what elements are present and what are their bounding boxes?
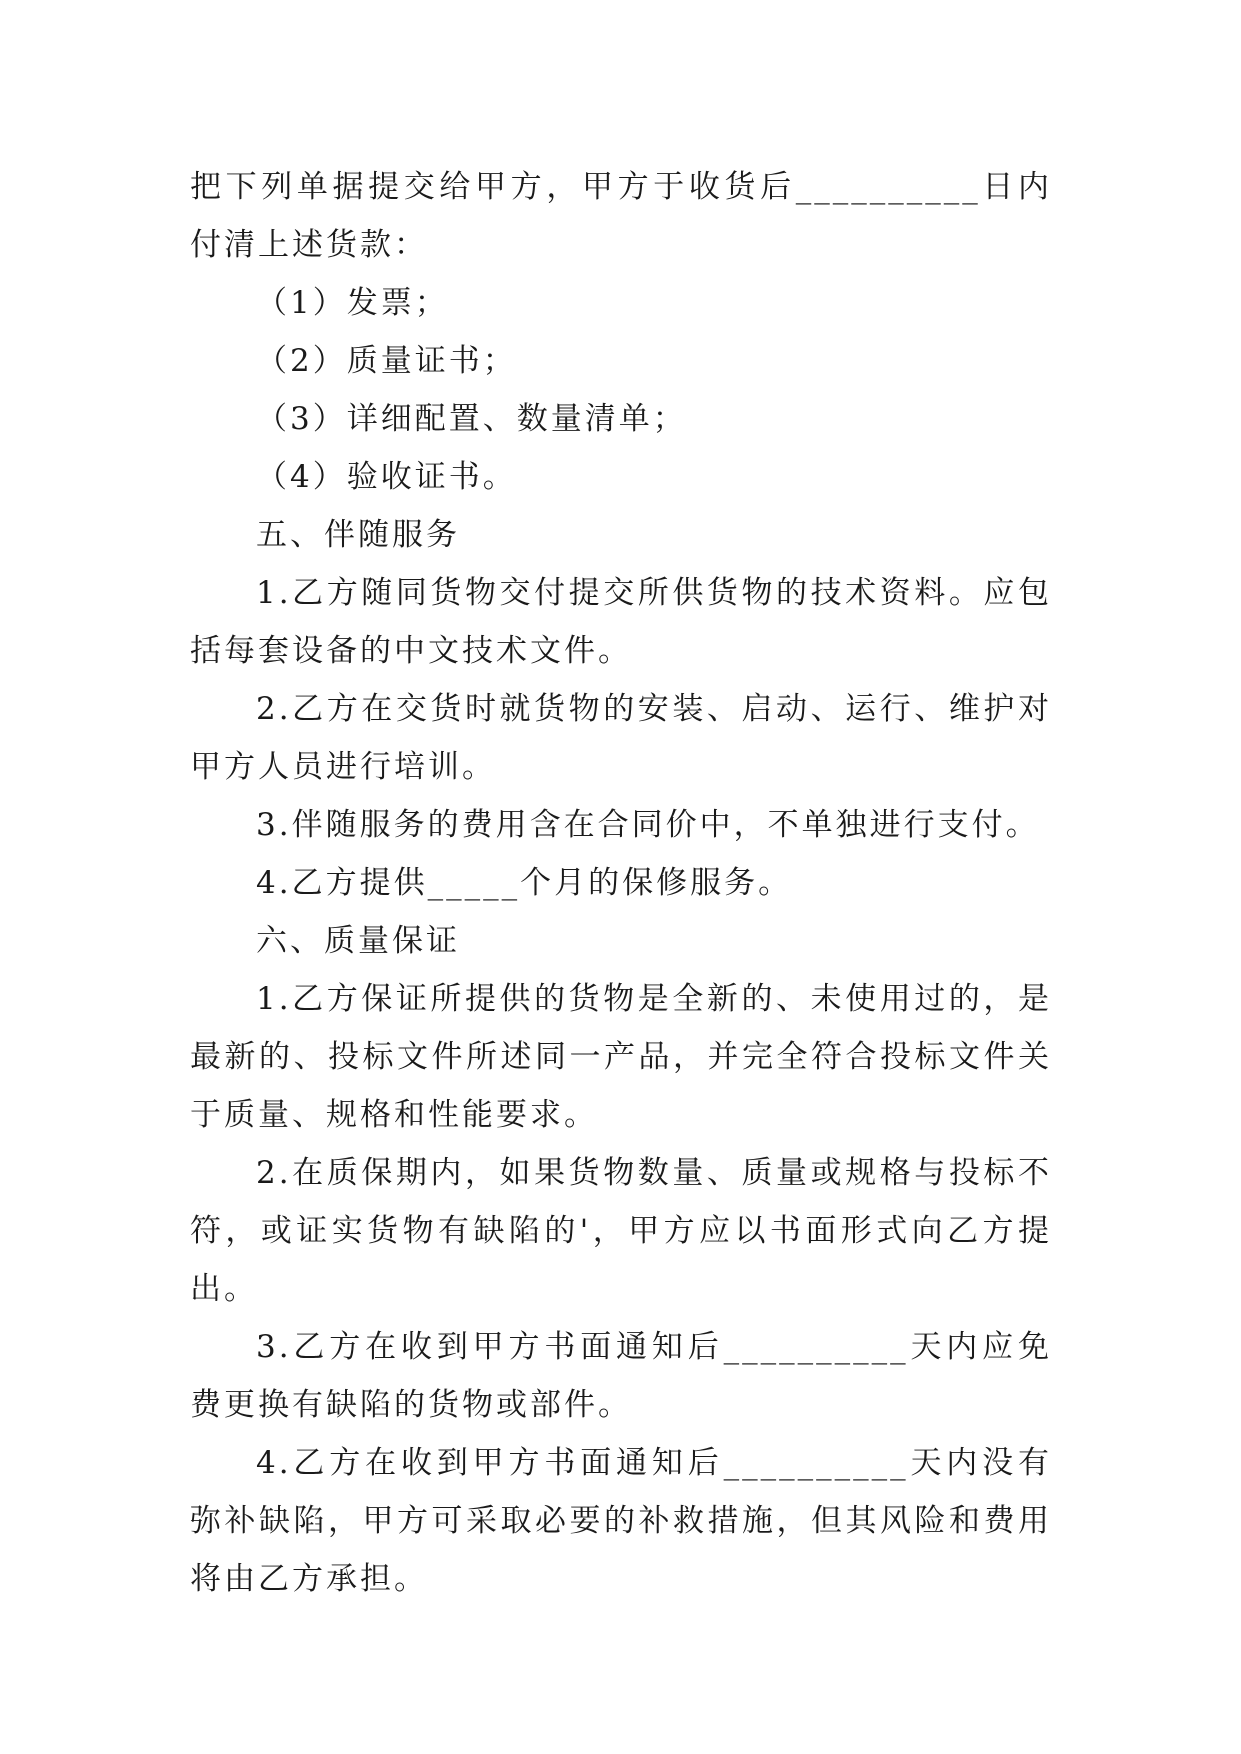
list-item-invoice: （1）发票；: [256, 285, 449, 321]
paragraph-quality-2: 2.在质保期内，如果货物数量、质量或规格与投标不符，或证实货物有缺陷的'，甲方应以书面形式向乙方提出。: [190, 1155, 1052, 1307]
paragraph-service-1: 1.乙方随同货物交付提交所供货物的技术资料。应包括每套设备的中文技术文件。: [190, 575, 1052, 669]
document-body: [190, 158, 1052, 1608]
paragraph-service-4: 4.乙方提供_____个月的保修服务。: [256, 865, 793, 901]
list-item-acceptance-certificate: （4）验收证书。: [256, 459, 517, 495]
paragraph-service-2: 2.乙方在交货时就货物的安装、启动、运行、维护对甲方人员进行培训。: [190, 691, 1052, 785]
list-item-configuration-list: （3）详细配置、数量清单；: [256, 401, 687, 437]
paragraph-payment-documents: 把下列单据提交给甲方，甲方于收货后__________日内付清上述货款：: [190, 169, 1052, 263]
list-item-quality-certificate: （2）质量证书；: [256, 343, 517, 379]
paragraph-quality-1: 1.乙方保证所提供的货物是全新的、未使用过的，是最新的、投标文件所述同一产品，并完全符合投标文件关于质量、规格和性能要求。: [190, 981, 1052, 1133]
paragraph-quality-4: 4.乙方在收到甲方书面通知后__________天内没有弥补缺陷，甲方可采取必要的补救措施，但其风险和费用将由乙方承担。: [190, 1445, 1052, 1597]
paragraph-service-3: 3.伴随服务的费用含在合同价中，不单独进行支付。: [256, 807, 1040, 843]
section-heading-quality-guarantee: 六、质量保证: [256, 923, 460, 959]
paragraph-quality-3: 3.乙方在收到甲方书面通知后__________天内应免费更换有缺陷的货物或部件。: [190, 1329, 1052, 1423]
section-heading-accompanying-services: 五、伴随服务: [256, 517, 460, 553]
